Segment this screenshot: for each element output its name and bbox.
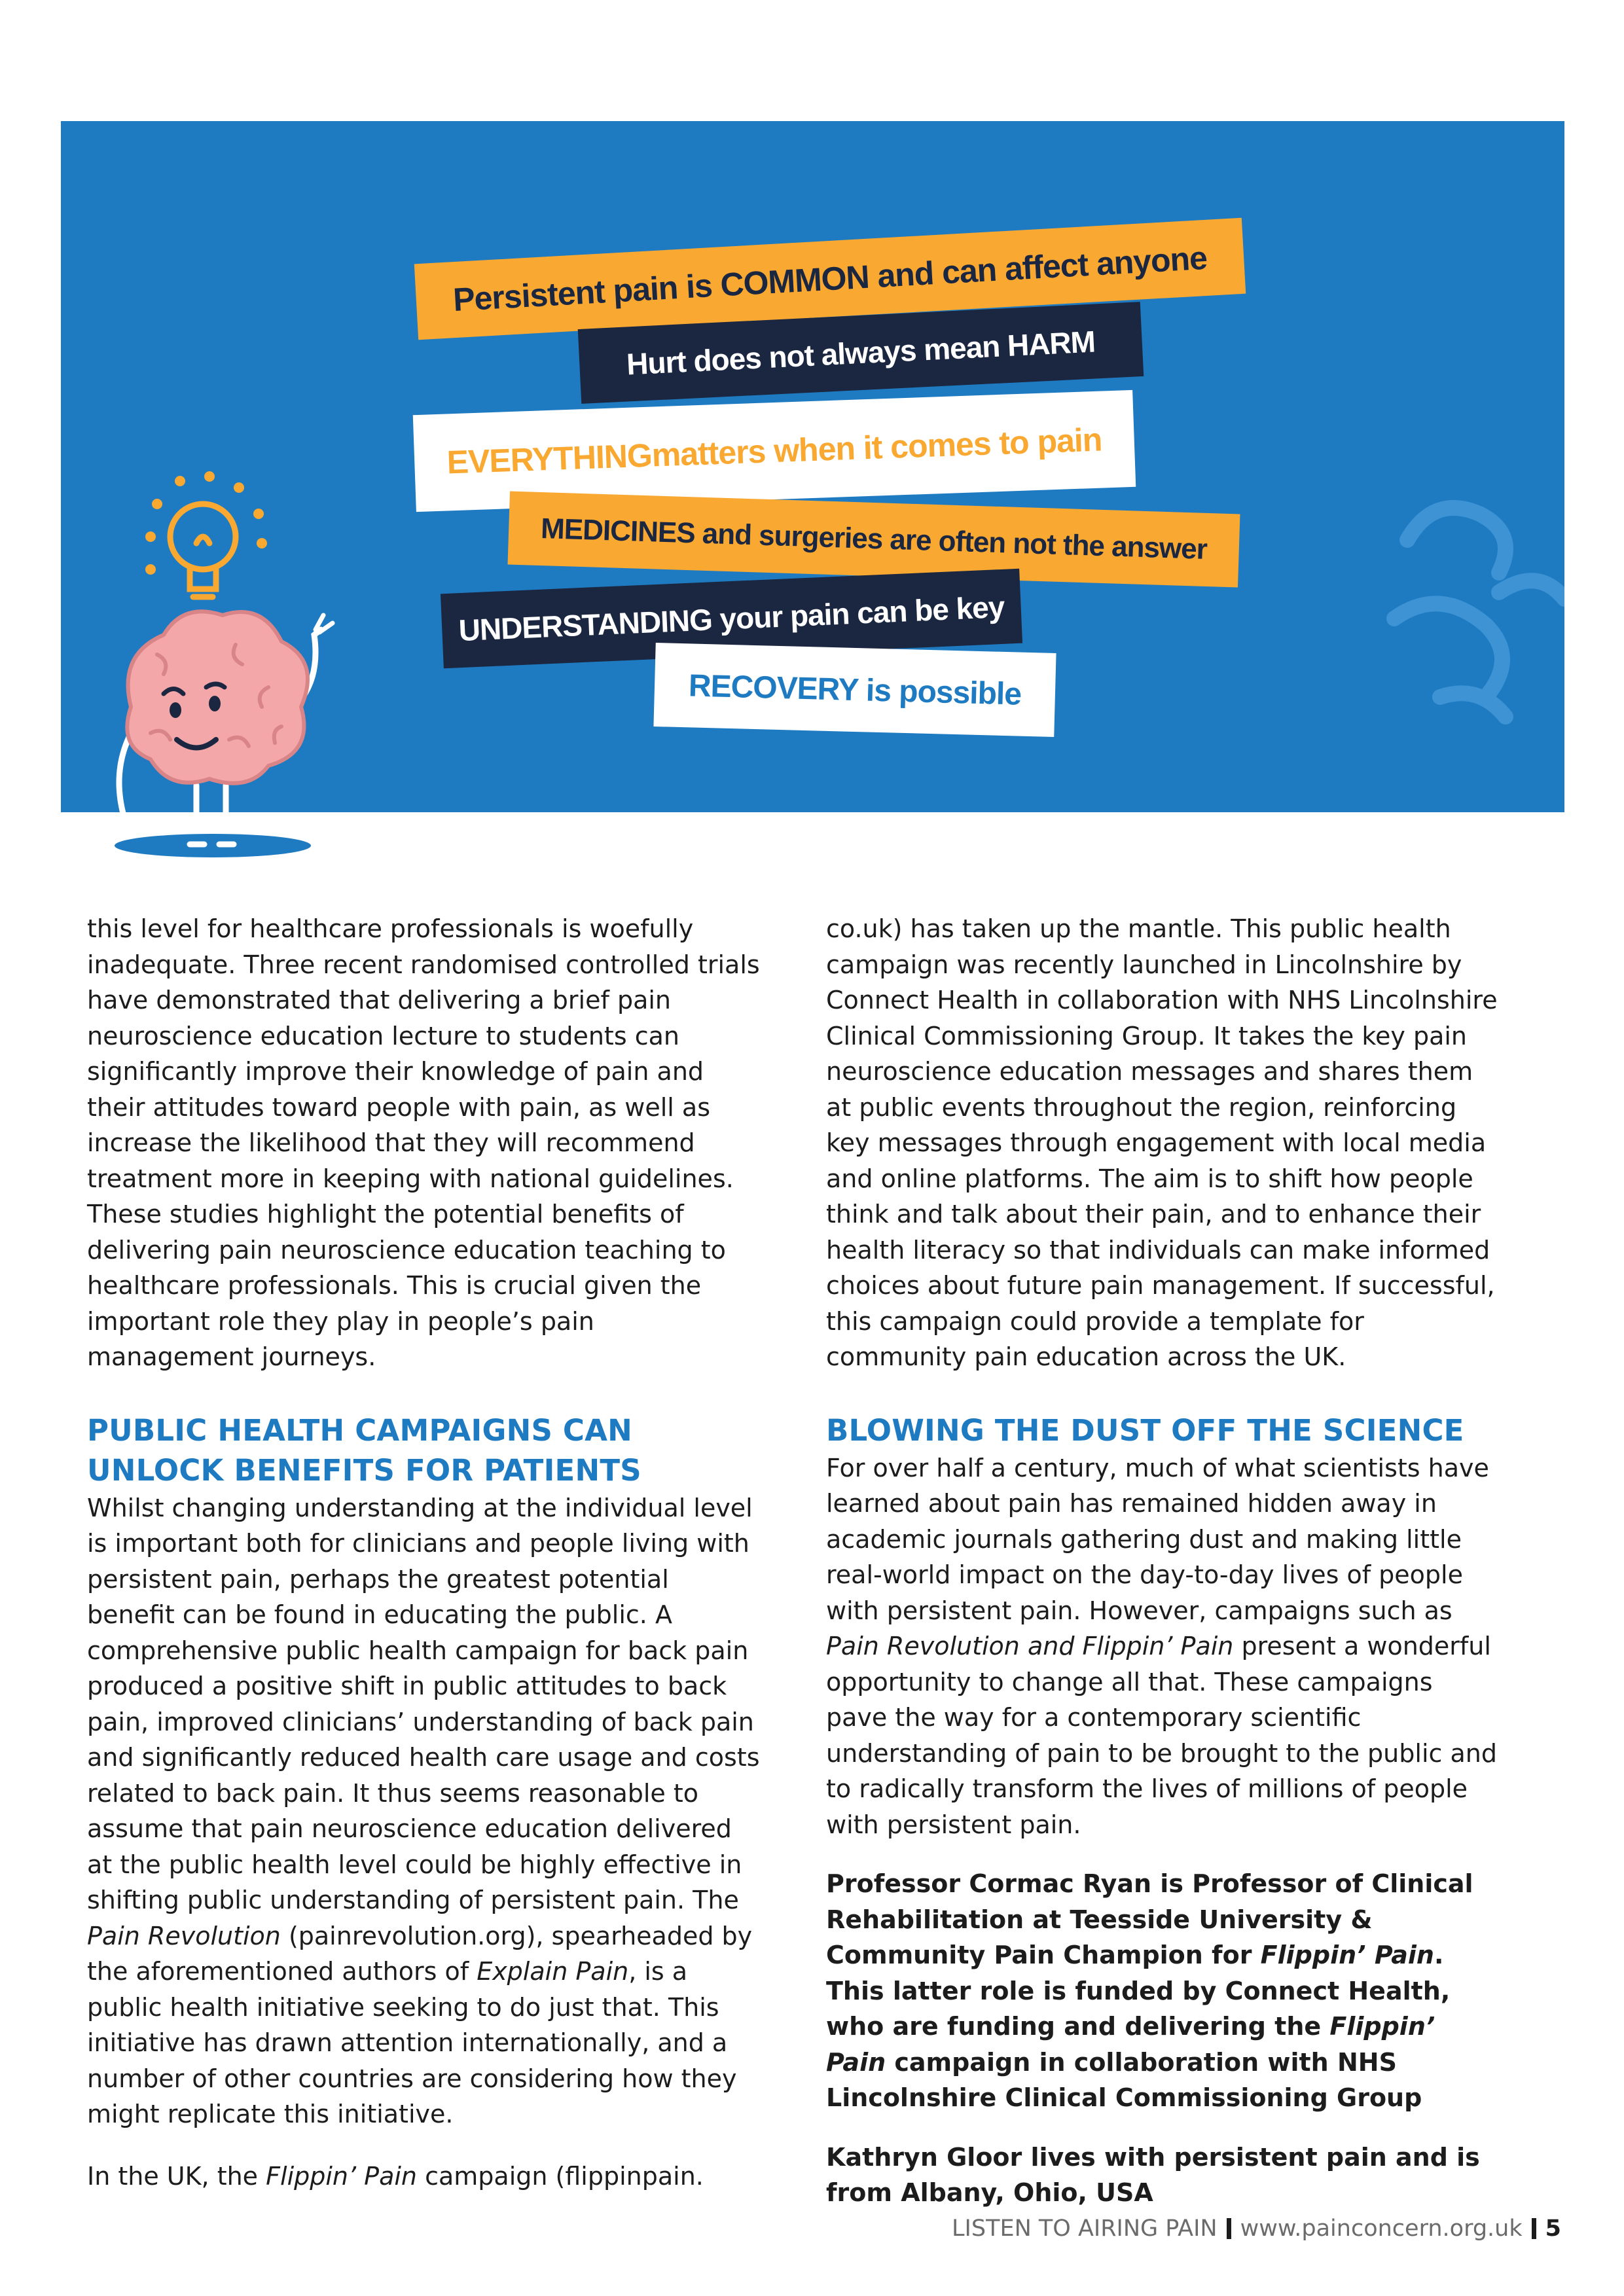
science-paragraph: For over half a century, much of what scientists have learned about pain has remained hidden away in academic journals gathering dust and making little real-world impact on the day-to-day lives of people with persistent pain. However, campaigns such as Pain Revolution and Flippin’ Pain present a wonderful opportunity to change all that. These campaigns pave the way for a contemporary scientific understanding of pain to be brought to the public and to radically transform the lives of millions of people with persistent pain.	[826, 1453, 1497, 1839]
separator-bar-icon	[1227, 2218, 1231, 2239]
brain-mascot-illustration	[72, 458, 373, 864]
message-medicines-surgeries: MEDICINES and surgeries are often not the answer	[508, 492, 1240, 588]
message-understanding-pain: UNDERSTANDING your pain can be key	[441, 569, 1022, 668]
footer-label: LISTEN TO AIRING PAIN	[952, 2215, 1218, 2242]
footer-url-link[interactable]: www.painconcern.org.uk	[1240, 2215, 1523, 2242]
page-number: 5	[1545, 2215, 1561, 2242]
lightbulb-icon	[170, 504, 236, 597]
section-heading-public-health: PUBLIC HEALTH CAMPAIGNS CAN UNLOCK BENEFITS FOR PATIENTS	[87, 1412, 641, 1488]
message-everything-matters: EVERYTHING matters when it comes to pain	[413, 390, 1136, 512]
section-heading-dust-off-science: BLOWING THE DUST OFF THE SCIENCE	[826, 1412, 1464, 1448]
left-column	[87, 911, 761, 2194]
right-column	[826, 911, 1500, 2211]
right-intro-paragraph: co.uk) has taken up the mantle. This public health campaign was recently launched in Lincolnshire by Connect Health in collaboration with NHS Lincolnshire Clinical Commissioning Group. It takes the key pain neuroscience education messages and shares them at public events throughout the region, reinforcing key messages through engagement with local media and online platforms. The aim is to shift how people think and talk about their pain, and to enhance their health literacy so that individuals can make informed choices about future pain management. If successful, this campaign could provide a template for community pain education across the UK.	[826, 914, 1498, 1371]
separator-bar-icon	[1532, 2218, 1536, 2239]
page-footer	[952, 2215, 1561, 2242]
uk-campaign-paragraph: In the UK, the Flippin’ Pain campaign (flippinpain.	[87, 2161, 704, 2191]
message-hurt-harm: Hurt does not always mean HARM	[578, 302, 1144, 404]
message-recovery-possible: RECOVERY is possible	[653, 643, 1056, 737]
author-bio-cormac-ryan: Professor Cormac Ryan is Professor of Clinical Rehabilitation at Teesside University & Community Pain Champion for Flippin’ Pain. This latter role is funded by Connect Health, who are funding and delivering the Flippin’ Pain campaign in collaboration with NHS Lincolnshire Clinical Commissioning Group	[826, 1869, 1473, 2112]
brain-icon	[127, 611, 308, 783]
public-health-paragraph: Whilst changing understanding at the individual level is important both for clinicians and people living with persistent pain, perhaps the greatest potential benefit can be found in educating the public. A comprehensive public health campaign for back pain produced a positive shift in public attitudes to back pain, improved clinicians’ understanding of back pain and significantly reduced health care usage and costs related to back pain. It thus seems reasonable to assume that pain neuroscience education delivered at the public health level could be highly effective in shifting public understanding of persistent pain. The Pain Revolution (painrevolution.org), spearheaded by the aforementioned authors of Explain Pain, is a public health initiative seeking to do just that. This initiative has drawn attention internationally, and a number of other countries are considering how they might replicate this initiative.	[87, 1493, 760, 2128]
message-persistent-pain: Persistent pain is COMMON and can affect anyone	[414, 218, 1246, 340]
swirl-decoration	[1368, 121, 1564, 812]
author-bio-kathryn-gloor: Kathryn Gloor lives with persistent pain and is from Albany, Ohio, USA	[826, 2142, 1480, 2207]
left-intro-paragraph: this level for healthcare professionals is woefully inadequate. Three recent randomised controlled trials have demonstrated that delivering a brief pain neuroscience education lecture to students can significantly improve their knowledge of pain and their attitudes toward people with pain, as well as increase the likelihood that they will recommend treatment more in keeping with national guidelines. These studies highlight the potential benefits of delivering pain neuroscience education teaching to healthcare professionals. This is crucial given the important role they play in people’s pain management journeys.	[87, 914, 760, 1371]
